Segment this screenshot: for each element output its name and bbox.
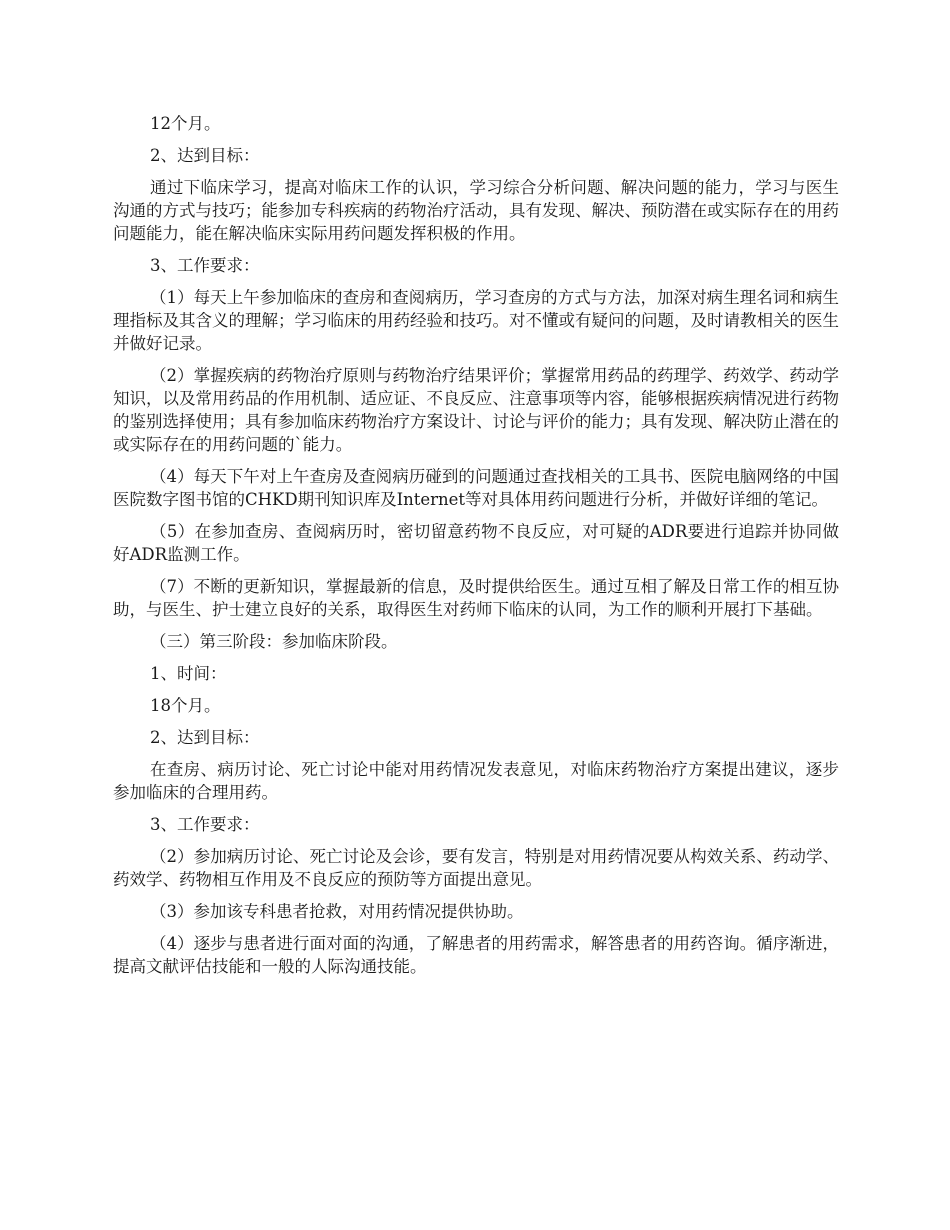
paragraph: 在查房、病历讨论、死亡讨论中能对用药情况发表意见，对临床药物治疗方案提出建议，逐步参加临床的合理用药。 <box>113 760 839 802</box>
section-heading: 3、工作要求： <box>150 256 260 275</box>
document-page <box>113 112 839 987</box>
list-item: （4）逐步与患者进行面对面的沟通，了解患者的用药需求，解答患者的用药咨询。循序渐进，提高文献评估技能和一般的人际沟通技能。 <box>113 934 839 976</box>
paragraph: 12个月。 <box>150 114 221 133</box>
paragraph: 通过下临床学习，提高对临床工作的认识，学习综合分析问题、解决问题的能力，学习与医生沟通的方式与技巧；能参加专科疾病的药物治疗活动，具有发现、解决、预防潜在或实际存在的用药问题能力，能在解决临床实际用药问题发挥积极的作用。 <box>113 178 839 243</box>
section-heading: 3、工作要求： <box>150 815 260 834</box>
list-item: （1）每天上午参加临床的查房和查阅病历，学习查房的方式与方法，加深对病生理名词和病生理指标及其含义的理解；学习临床的用药经验和技巧。对不懂或有疑问的问题，及时请教相关的医生并做好记录。 <box>113 288 839 353</box>
paragraph: 18个月。 <box>150 696 221 715</box>
section-heading: 2、达到目标： <box>150 728 260 747</box>
section-heading: （三）第三阶段：参加临床阶段。 <box>150 632 398 651</box>
list-item: （5）在参加查房、查阅病历时，密切留意药物不良反应，对可疑的ADR要进行追踪并协同做好ADR监测工作。 <box>113 522 839 564</box>
list-item: （2）掌握疾病的药物治疗原则与药物治疗结果评价；掌握常用药品的药理学、药效学、药动学知识，以及常用药品的作用机制、适应证、不良反应、注意事项等内容，能够根据疾病情况进行药物的鉴别选择使用；具有参加临床药物治疗方案设计、讨论与评价的能力；具有发现、解决防止潜在的或实际存在的用药问题的`能力。 <box>113 366 839 454</box>
list-item: （3）参加该专科患者抢救，对用药情况提供协助。 <box>150 902 524 921</box>
section-heading: 2、达到目标： <box>150 146 260 165</box>
list-item: （7）不断的更新知识，掌握最新的信息，及时提供给医生。通过互相了解及日常工作的相互协助，与医生、护士建立良好的关系，取得医生对药师下临床的认同，为工作的顺利开展打下基础。 <box>113 577 839 619</box>
list-item: （2）参加病历讨论、死亡讨论及会诊，要有发言，特别是对用药情况要从构效关系、药动学、药效学、药物相互作用及不良反应的预防等方面提出意见。 <box>113 847 839 889</box>
section-heading: 1、时间： <box>150 664 227 683</box>
list-item: （4）每天下午对上午查房及查阅病历碰到的问题通过查找相关的工具书、医院电脑网络的中国医院数字图书馆的CHKD期刊知识库及Internet等对具体用药问题进行分析，并做好详细的笔记。 <box>113 467 839 509</box>
